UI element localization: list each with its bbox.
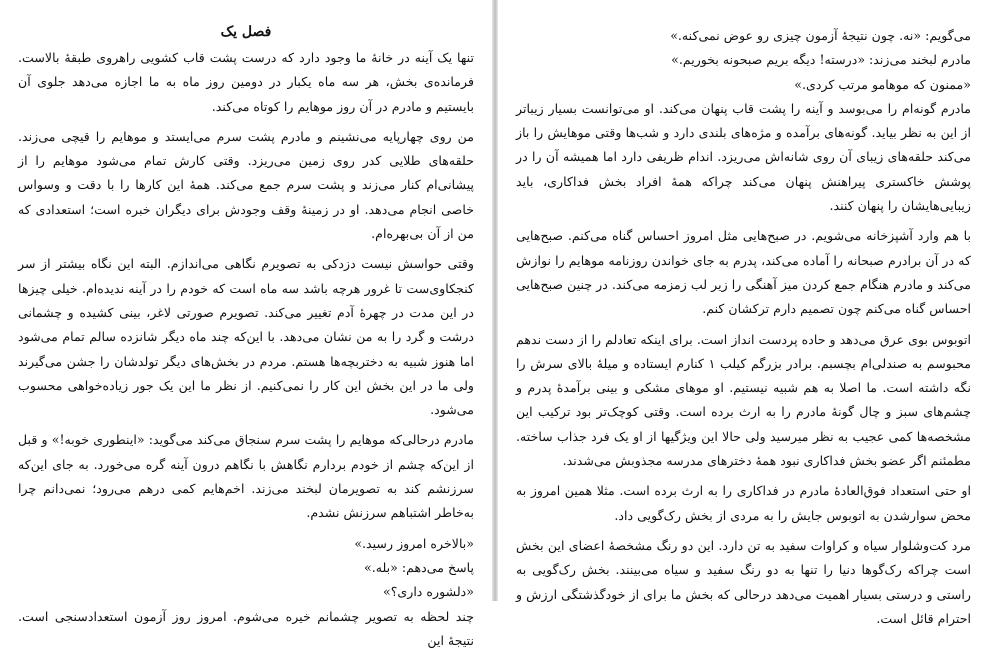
paragraph: مرد کت‌وشلوار سیاه و کراوات سفید به تن دارد. این دو رنگ مشخصهٔ اعضای این بخش است چراکه رک‌گوها دنیا را تنها به دو رنگ سفید و سیاه می‌بینند. بخش رک‌گویی به راستی و درستی بسیار اهمیت می‌دهد درحالی که بخش ما برای از خودگذشتگی ارزش و احترام قائل است.: [516, 537, 971, 626]
paragraph: من روی چهارپایه می‌نشینم و مادرم پشت سرم می‌ایستد و موهایم را قیچی می‌زند. حلقه‌های طلایی کدر روی زمین می‌ریزد. وقتی کارش تمام می‌شود موهایم را از پیشانی‌ام کنار می‌زند و پشت سرم جمع می‌کند. همهٔ این کارها را با دقت و وسواس خاصی انجام می‌دهد. او در زمینهٔ وقف وجودش برای دیگران خبره است؛ استعدادی که من از آن بی‌بهره‌ام.: [18, 128, 474, 242]
paragraph: اتوبوس بوی عرق می‌دهد و حاده پردست انداز است. برای اینکه تعادلم را از دست ندهم محبوسم به صندلی‌ام بچسبم. برادر بزرگم کیلب ۱ کنارم ایستاده و میلهٔ بالای سرش را نگه داشته است. ما اصلا به هم شبیه نیستیم. او موهای مشکی و بینی برآمدهٔ پدرم و چشم‌های سبز و چال گونهٔ مادرم را به ارث برده است. وقتی کوچک‌تر بود ترکیب این مشخصه‌ها کمی عجیب به نظر میرسید ولی حالا این ویژگیها از او یک فرد جذاب ساخته. مطمئنم اگر عضو بخش فداکاری نبود همهٔ دخترهای مدرسه مجذوبش می‌شدند.: [516, 331, 971, 469]
paragraph: وقتی حواسش نیست دزدکی به تصویرم نگاهی می‌اندازم. البته این نگاه بیشتر از سر کنجکاوی‌ست تا غرور هرچه باشد سه ماه است که خودم را در آینه ندیده‌ام. خیلی چیزها در این مدت در چهرهٔ آدم تغییر می‌کند. تصویرم صورتی لاغر، بینی کشیده و چشمانی درشت و گرد را به من نشان می‌دهد. با این‌که چند ماه دیگر شانزده سالم تمام می‌شود اما هنوز شبیه به دختربچه‌ها هستم. مردم در بخش‌های دیگر تولدشان را جشن می‌گیرند ولی ما در این بخش این کار را نمی‌کنیم. از نظر ما این یک جور زیاده‌خواهی محسوب می‌شود.: [18, 256, 474, 418]
dialog-line: «ممنون که موهامو مرتب کردی.»: [794, 76, 971, 92]
dialog-line: «دلشوره داری؟»: [382, 584, 474, 600]
paragraph: تنها یک آینه در خانهٔ ما وجود دارد که درست پشت قاب کشویی راهروی طبقهٔ بالاست. فرمانده‌ی بخش، هر سه ماه یکبار در دومین روز ماه به ما اجازه می‌دهد جلوی آن بایستیم و مادرم در آن روز موهایم را کوتاه می‌کند.: [18, 50, 474, 114]
right-page: [498, 0, 985, 626]
dialog-line: چند لحظه به تصویر چشمانم خیره می‌شوم. امروز روز آزمون استعدادسنجی است. نتیجهٔ این: [18, 608, 474, 648]
paragraph: او حتی استعداد فوق‌العادهٔ مادرم در فداکاری را به ارث برده است. مثلا همین امروز به محض سوارشدن به اتوبوس جایش را به مردی از بخش رک‌گویی داد.: [516, 483, 971, 523]
left-page-text: [18, 46, 474, 653]
dialog-line: مادرم لبخند می‌زند: «درسته! دیگه بریم صبحونه بخوریم.»: [671, 52, 971, 68]
dialog-line: پاسخ می‌دهم: «بله.»: [364, 559, 474, 575]
dialog-line: می‌گویم: «نه. چون نتیجهٔ آزمون چیزی رو عوض نمی‌کنه.»: [670, 28, 971, 43]
paragraph: با هم وارد آشپزخانه می‌شویم. در صبح‌هایی مثل امروز احساس گناه می‌کنم. صبح‌هایی که در آن برادرم صبحانه را آماده می‌کند، پدرم به جای خواندن روزنامه موهایم را نوازش می‌کند و مادرم هنگام جمع کردن میز آهنگی را زیر لب زمزمه می‌کند. در چنین صبح‌هایی احساس گناه می‌کنم چون تصمیم دارم ترکشان کنم.: [516, 228, 971, 317]
paragraph: مادرم درحالی‌که موهایم را پشت سرم سنجاق می‌کند می‌گوید: «اینطوری خوبه!» و قبل از این‌که چشم از خودم بردارم نگاهش با نگاهم درون آینه گره می‌خورد. به جای این‌که سرزنشم کند به تصویرمان لبخند می‌زند. اخم‌هایم کمی درهم می‌رود؛ نمی‌دانم چرا به‌خاطر اشتباهم سرزنش نشدم.: [18, 432, 474, 521]
paragraph: مادرم گونه‌ام را می‌بوسد و آینه را پشت قاب پنهان می‌کند. او می‌توانست بسیار زیباتر از این به نظر بیاید. گونه‌های برآمده و مژه‌های بلندی دارد و شب‌ها وقتی موهایش را باز می‌کند حلقه‌های زیبای آن روی شانه‌اش می‌ریزد. اندام ظریفی دارد اما همیشه آن را در پوشش خاکستری پیراهنش پنهان می‌کند چراکه همهٔ افراد بخش فداکاری، باید زیبایی‌هایشان را پنهان کنند.: [516, 100, 971, 214]
right-page-text: [516, 24, 971, 631]
chapter-title: فصل یک: [220, 24, 272, 40]
left-page: [0, 0, 492, 648]
dialog-line: «بالاخره امروز رسید.»: [354, 535, 474, 551]
